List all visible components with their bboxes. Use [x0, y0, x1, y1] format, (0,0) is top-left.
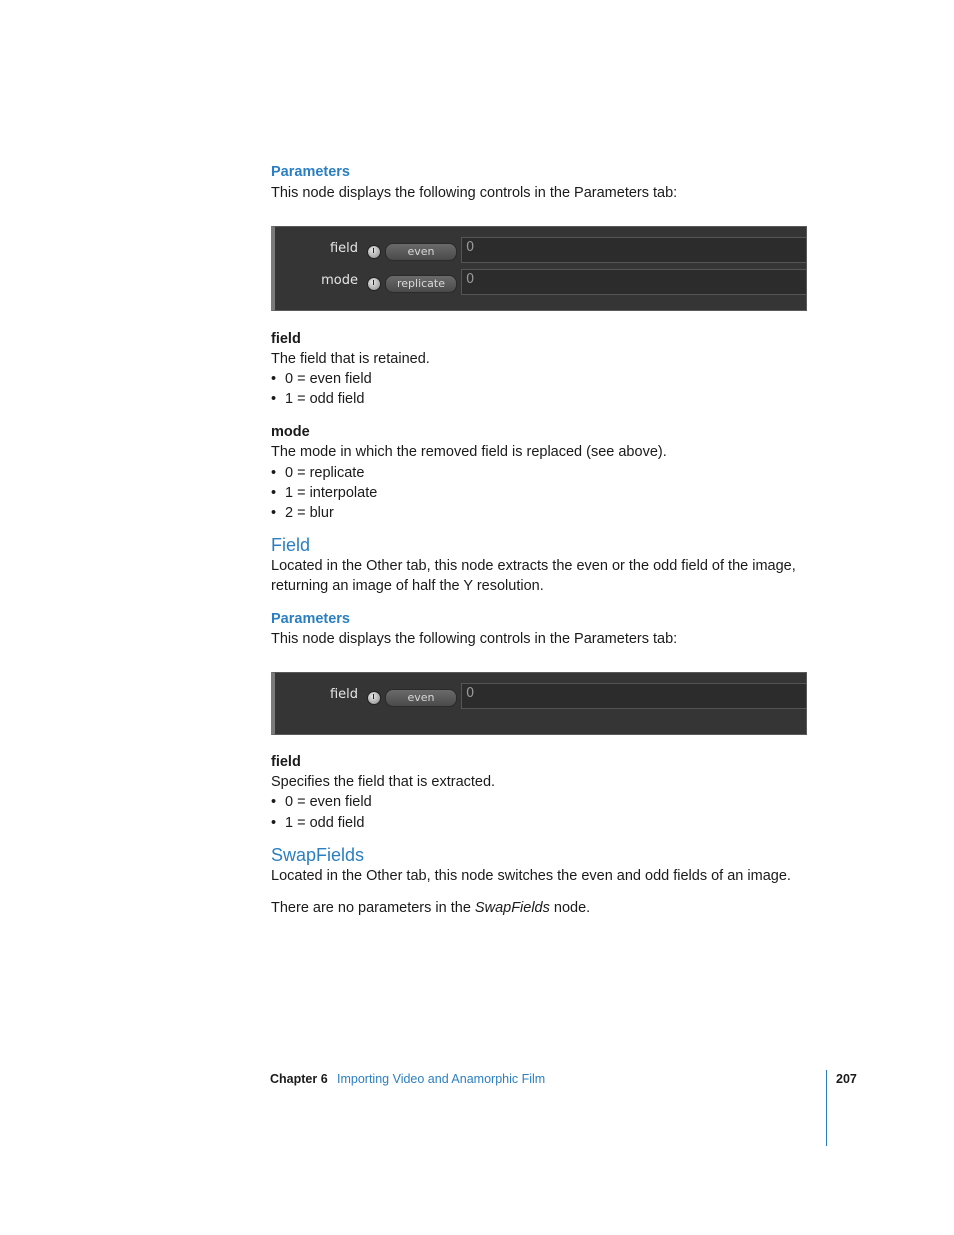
- field-section-desc-line1: Located in the Other tab, this node extracts the even or the odd field of the image,: [271, 558, 796, 574]
- param-row-field: [275, 683, 806, 711]
- field-desc-2: Specifies the field that is extracted.: [271, 774, 496, 790]
- list-item: • 0 = replicate: [271, 465, 365, 481]
- parameters-panel-screenshot-2: [271, 672, 807, 735]
- field-term-1: field: [271, 331, 301, 347]
- parameters-intro-2: This node displays the following controls in the Parameters tab:: [271, 631, 678, 647]
- dial-icon[interactable]: [367, 277, 381, 291]
- field-mode-button[interactable]: even: [385, 689, 457, 707]
- swapfields-desc: Located in the Other tab, this node switches the even and odd fields of an image.: [271, 868, 791, 884]
- param-label: field: [329, 687, 358, 702]
- field-mode-button[interactable]: even: [385, 243, 457, 261]
- footer-divider: [826, 1070, 827, 1146]
- page-number: 207: [836, 1072, 857, 1086]
- list-item: • 1 = odd field: [271, 815, 365, 831]
- list-item: • 0 = even field: [271, 794, 372, 810]
- mode-desc: The mode in which the removed field is replaced (see above).: [271, 444, 667, 460]
- swapfields-heading: SwapFields: [271, 845, 365, 865]
- field-value-input[interactable]: 0: [461, 683, 806, 709]
- parameters-heading-2: Parameters: [271, 611, 350, 627]
- mode-term: mode: [271, 424, 310, 440]
- field-value-input[interactable]: 0: [461, 237, 806, 263]
- footer-chapter-title[interactable]: Importing Video and Anamorphic Film: [337, 1072, 546, 1086]
- list-item: • 1 = interpolate: [271, 485, 378, 501]
- field-term-2: field: [271, 754, 301, 770]
- mode-value-input[interactable]: 0: [461, 269, 806, 295]
- dial-icon[interactable]: [367, 691, 381, 705]
- footer-chapter: Chapter 6: [270, 1072, 328, 1086]
- list-item: • 0 = even field: [271, 371, 372, 387]
- param-label: mode: [321, 273, 358, 288]
- field-desc-1: The field that is retained.: [271, 351, 430, 367]
- dial-icon[interactable]: [367, 245, 381, 259]
- swapfields-note: There are no parameters in the SwapFields node.: [271, 900, 591, 916]
- field-section-heading: Field: [271, 535, 311, 555]
- field-section-desc-line2: returning an image of half the Y resolution.: [271, 578, 544, 594]
- param-label: field: [329, 241, 358, 256]
- parameters-panel-screenshot-1: [271, 226, 807, 311]
- list-item: • 2 = blur: [271, 505, 334, 521]
- parameters-intro-1: This node displays the following controls in the Parameters tab:: [271, 185, 678, 201]
- list-item: • 1 = odd field: [271, 391, 365, 407]
- param-row-mode: [275, 269, 806, 297]
- param-row-field: [275, 237, 806, 265]
- mode-button[interactable]: replicate: [385, 275, 457, 293]
- parameters-heading-1: Parameters: [271, 164, 350, 180]
